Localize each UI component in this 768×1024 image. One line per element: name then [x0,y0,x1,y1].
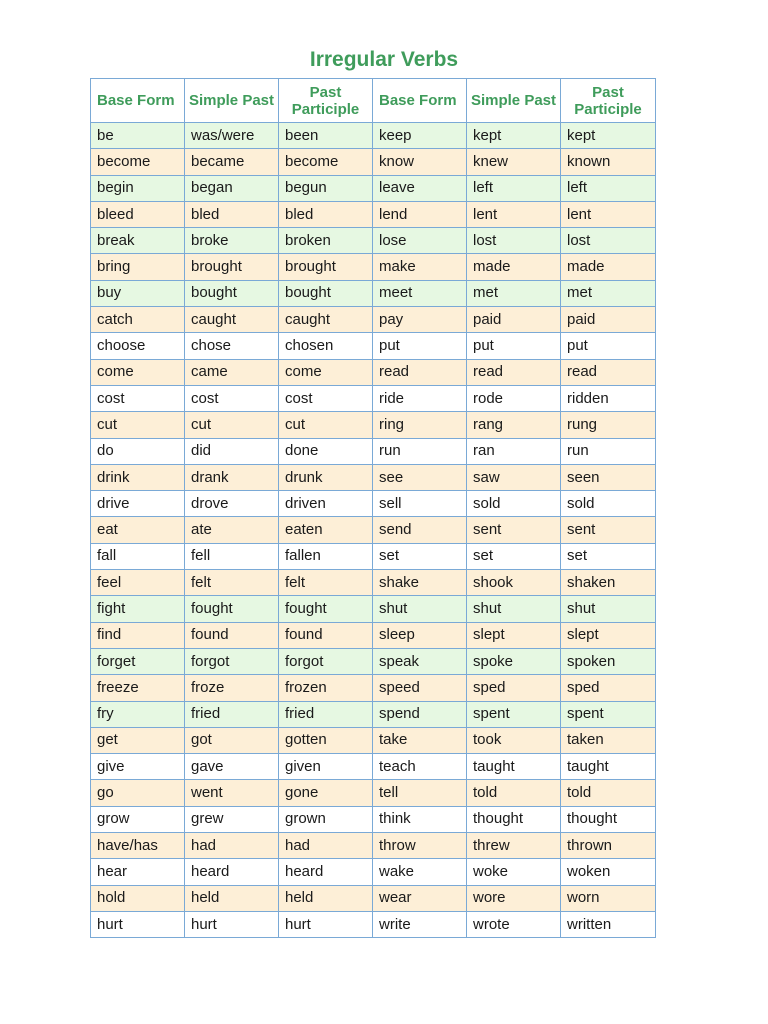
cell-past-participle: slept [561,622,656,648]
cell-past-participle: put [561,333,656,359]
cell-past-participle: cost [279,385,373,411]
table-row [91,543,656,569]
cell-simple-past: made [467,254,561,280]
cell-past-participle: felt [279,570,373,596]
cell-past-participle: bled [279,201,373,227]
cell-simple-past: hurt [185,911,279,937]
table-row [91,648,656,674]
cell-past-participle: had [279,833,373,859]
cell-past-participle: brought [279,254,373,280]
cell-simple-past: taught [467,754,561,780]
cell-simple-past: saw [467,464,561,490]
cell-past-participle: written [561,911,656,937]
table-row [91,701,656,727]
table-row [91,806,656,832]
cell-past-participle: read [561,359,656,385]
table-row [91,675,656,701]
table-row [91,727,656,753]
cell-simple-past: held [185,885,279,911]
cell-simple-past: met [467,280,561,306]
cell-base-form: find [91,622,185,648]
cell-past-participle: kept [561,123,656,149]
table-body [91,123,656,938]
cell-past-participle: lent [561,201,656,227]
cell-base-form: get [91,727,185,753]
cell-simple-past: put [467,333,561,359]
cell-base-form: hold [91,885,185,911]
cell-simple-past: had [185,833,279,859]
cell-past-participle: frozen [279,675,373,701]
cell-simple-past: got [185,727,279,753]
cell-base-form: catch [91,307,185,333]
table-row [91,570,656,596]
cell-simple-past: came [185,359,279,385]
cell-past-participle: come [279,359,373,385]
cell-simple-past: threw [467,833,561,859]
cell-simple-past: slept [467,622,561,648]
cell-base-form: make [373,254,467,280]
cell-base-form: run [373,438,467,464]
cell-base-form: speak [373,648,467,674]
cell-base-form: hear [91,859,185,885]
cell-base-form: throw [373,833,467,859]
cell-simple-past: took [467,727,561,753]
header-base-form: Base Form [91,79,185,123]
cell-past-participle: given [279,754,373,780]
cell-simple-past: sped [467,675,561,701]
cell-simple-past: froze [185,675,279,701]
table-row [91,175,656,201]
cell-base-form: set [373,543,467,569]
cell-simple-past: forgot [185,648,279,674]
cell-simple-past: left [467,175,561,201]
cell-simple-past: wore [467,885,561,911]
cell-past-participle: shaken [561,570,656,596]
cell-past-participle: cut [279,412,373,438]
cell-past-participle: woken [561,859,656,885]
cell-base-form: drink [91,464,185,490]
table-row [91,754,656,780]
cell-base-form: become [91,149,185,175]
cell-base-form: break [91,228,185,254]
cell-past-participle: left [561,175,656,201]
cell-base-form: fry [91,701,185,727]
cell-past-participle: seen [561,464,656,490]
cell-base-form: fight [91,596,185,622]
cell-past-participle: made [561,254,656,280]
cell-past-participle: eaten [279,517,373,543]
cell-simple-past: fought [185,596,279,622]
table-row [91,464,656,490]
header-past-participle: Past Participle [279,79,373,123]
cell-simple-past: chose [185,333,279,359]
cell-base-form: sell [373,491,467,517]
cell-simple-past: sent [467,517,561,543]
cell-past-participle: been [279,123,373,149]
cell-base-form: hurt [91,911,185,937]
cell-simple-past: went [185,780,279,806]
cell-simple-past: shook [467,570,561,596]
cell-base-form: eat [91,517,185,543]
cell-past-participle: grown [279,806,373,832]
cell-past-participle: worn [561,885,656,911]
table-row [91,228,656,254]
cell-simple-past: rang [467,412,561,438]
cell-simple-past: spent [467,701,561,727]
cell-past-participle: fought [279,596,373,622]
header-simple-past: Simple Past [185,79,279,123]
cell-base-form: speed [373,675,467,701]
cell-simple-past: cost [185,385,279,411]
cell-past-participle: fallen [279,543,373,569]
cell-base-form: shut [373,596,467,622]
cell-past-participle: ridden [561,385,656,411]
cell-past-participle: heard [279,859,373,885]
cell-base-form: wake [373,859,467,885]
cell-past-participle: caught [279,307,373,333]
cell-base-form: have/has [91,833,185,859]
cell-base-form: ring [373,412,467,438]
cell-past-participle: chosen [279,333,373,359]
cell-simple-past: woke [467,859,561,885]
cell-base-form: pay [373,307,467,333]
cell-simple-past: broke [185,228,279,254]
cell-past-participle: begun [279,175,373,201]
cell-simple-past: cut [185,412,279,438]
table-row [91,859,656,885]
table-row [91,149,656,175]
cell-past-participle: thrown [561,833,656,859]
cell-simple-past: felt [185,570,279,596]
cell-base-form: do [91,438,185,464]
cell-past-participle: done [279,438,373,464]
cell-simple-past: drank [185,464,279,490]
cell-base-form: teach [373,754,467,780]
cell-simple-past: paid [467,307,561,333]
cell-base-form: tell [373,780,467,806]
cell-simple-past: fried [185,701,279,727]
cell-base-form: freeze [91,675,185,701]
cell-past-participle: thought [561,806,656,832]
cell-simple-past: kept [467,123,561,149]
cell-past-participle: sped [561,675,656,701]
cell-base-form: cut [91,412,185,438]
table-row [91,254,656,280]
cell-simple-past: sold [467,491,561,517]
table-row [91,438,656,464]
cell-past-participle: sold [561,491,656,517]
cell-simple-past: knew [467,149,561,175]
table-row [91,885,656,911]
cell-base-form: lend [373,201,467,227]
cell-simple-past: caught [185,307,279,333]
cell-simple-past: rode [467,385,561,411]
cell-past-participle: found [279,622,373,648]
cell-base-form: ride [373,385,467,411]
cell-simple-past: told [467,780,561,806]
cell-past-participle: known [561,149,656,175]
cell-past-participle: paid [561,307,656,333]
cell-base-form: wear [373,885,467,911]
cell-past-participle: taught [561,754,656,780]
cell-base-form: grow [91,806,185,832]
cell-simple-past: lent [467,201,561,227]
cell-simple-past: ran [467,438,561,464]
cell-base-form: spend [373,701,467,727]
cell-past-participle: forgot [279,648,373,674]
cell-base-form: cost [91,385,185,411]
cell-simple-past: found [185,622,279,648]
cell-simple-past: did [185,438,279,464]
cell-base-form: drive [91,491,185,517]
header-base-form: Base Form [373,79,467,123]
cell-simple-past: began [185,175,279,201]
table-row [91,911,656,937]
cell-past-participle: gone [279,780,373,806]
cell-base-form: put [373,333,467,359]
cell-base-form: read [373,359,467,385]
cell-simple-past: bled [185,201,279,227]
table-row [91,385,656,411]
header-past-participle: Past Participle [561,79,656,123]
cell-past-participle: fried [279,701,373,727]
cell-base-form: think [373,806,467,832]
table-row [91,780,656,806]
cell-base-form: lose [373,228,467,254]
table-row [91,517,656,543]
cell-simple-past: spoke [467,648,561,674]
table-row [91,359,656,385]
cell-past-participle: drunk [279,464,373,490]
table-row [91,833,656,859]
cell-base-form: send [373,517,467,543]
cell-simple-past: set [467,543,561,569]
cell-past-participle: met [561,280,656,306]
cell-base-form: keep [373,123,467,149]
cell-simple-past: read [467,359,561,385]
cell-past-participle: broken [279,228,373,254]
cell-simple-past: bought [185,280,279,306]
cell-past-participle: spent [561,701,656,727]
cell-simple-past: gave [185,754,279,780]
cell-base-form: leave [373,175,467,201]
cell-past-participle: hurt [279,911,373,937]
table-row [91,491,656,517]
cell-simple-past: drove [185,491,279,517]
cell-base-form: bring [91,254,185,280]
cell-past-participle: bought [279,280,373,306]
cell-simple-past: shut [467,596,561,622]
cell-past-participle: sent [561,517,656,543]
table-header-row [91,79,656,123]
cell-base-form: go [91,780,185,806]
cell-base-form: meet [373,280,467,306]
cell-past-participle: spoken [561,648,656,674]
cell-base-form: sleep [373,622,467,648]
cell-simple-past: was/were [185,123,279,149]
cell-simple-past: thought [467,806,561,832]
cell-simple-past: wrote [467,911,561,937]
table-row [91,622,656,648]
table-row [91,123,656,149]
table-row [91,201,656,227]
cell-past-participle: shut [561,596,656,622]
cell-base-form: bleed [91,201,185,227]
table-row [91,412,656,438]
cell-simple-past: heard [185,859,279,885]
cell-simple-past: brought [185,254,279,280]
cell-simple-past: lost [467,228,561,254]
cell-base-form: feel [91,570,185,596]
cell-past-participle: taken [561,727,656,753]
cell-base-form: write [373,911,467,937]
cell-base-form: buy [91,280,185,306]
table-row [91,280,656,306]
cell-past-participle: set [561,543,656,569]
table-row [91,333,656,359]
cell-past-participle: lost [561,228,656,254]
cell-past-participle: become [279,149,373,175]
cell-base-form: give [91,754,185,780]
cell-simple-past: grew [185,806,279,832]
cell-base-form: know [373,149,467,175]
cell-base-form: fall [91,543,185,569]
cell-past-participle: held [279,885,373,911]
cell-base-form: choose [91,333,185,359]
cell-simple-past: ate [185,517,279,543]
cell-past-participle: told [561,780,656,806]
table-row [91,307,656,333]
cell-base-form: take [373,727,467,753]
cell-base-form: see [373,464,467,490]
page-title: Irregular Verbs [309,48,459,71]
cell-base-form: be [91,123,185,149]
cell-base-form: forget [91,648,185,674]
cell-base-form: shake [373,570,467,596]
irregular-verbs-table [90,78,656,938]
header-simple-past: Simple Past [467,79,561,123]
cell-simple-past: fell [185,543,279,569]
cell-past-participle: run [561,438,656,464]
cell-base-form: begin [91,175,185,201]
cell-base-form: come [91,359,185,385]
cell-past-participle: rung [561,412,656,438]
cell-simple-past: became [185,149,279,175]
cell-past-participle: driven [279,491,373,517]
cell-past-participle: gotten [279,727,373,753]
table-row [91,596,656,622]
